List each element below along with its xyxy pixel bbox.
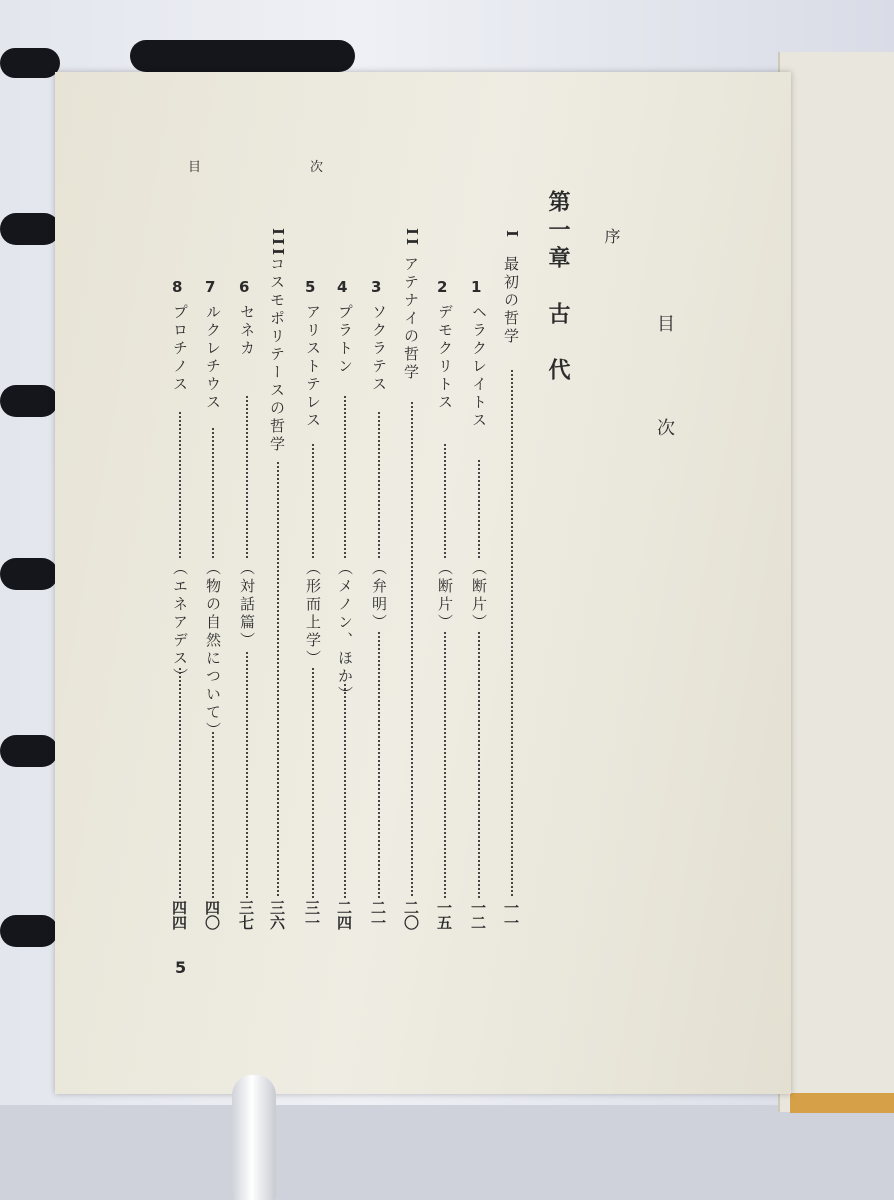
entry-work-4: （メノン、ほか） bbox=[336, 560, 354, 704]
entry-work-3: （弁明） bbox=[370, 560, 388, 632]
section-page-3: 三六 bbox=[268, 900, 286, 930]
entry-name-8: プロチノス bbox=[171, 304, 189, 394]
entry-work-2: （断片） bbox=[436, 560, 454, 632]
entry-page-3: 二一 bbox=[369, 900, 387, 930]
entry-name-5: アリストテレス bbox=[304, 304, 322, 430]
leader-dots bbox=[344, 684, 346, 898]
entry-work-5: （形而上学） bbox=[304, 560, 322, 668]
entry-page-5: 三一 bbox=[303, 900, 321, 930]
section-title-1: 最初の哲学 bbox=[502, 256, 520, 346]
entry-name-1: ヘラクレイトス bbox=[470, 304, 488, 430]
rack-slot bbox=[0, 558, 58, 590]
entry-number-7: 7 bbox=[205, 278, 216, 296]
entry-number-2: 2 bbox=[437, 278, 448, 296]
book-stand-peg bbox=[232, 1075, 276, 1200]
section-title-3: コスモポリテースの哲学 bbox=[268, 256, 286, 454]
entry-name-4: プラトン bbox=[336, 304, 354, 376]
rack-slot bbox=[0, 213, 60, 245]
entry-work-1: （断片） bbox=[470, 560, 488, 632]
entry-number-5: 5 bbox=[305, 278, 316, 296]
section-numeral-2: II bbox=[403, 228, 421, 249]
leader-dots bbox=[246, 652, 248, 898]
entry-number-1: 1 bbox=[471, 278, 482, 296]
rack-slot bbox=[0, 385, 58, 417]
section-page-1: 一一 bbox=[502, 900, 520, 930]
entry-name-6: セネカ bbox=[238, 304, 256, 358]
leader-dots bbox=[246, 396, 248, 558]
rack-slot bbox=[130, 40, 355, 72]
entry-name-7: ルクレチウス bbox=[204, 304, 222, 412]
page-title: 目 次 bbox=[654, 314, 675, 470]
entry-work-6: （対話篇） bbox=[238, 560, 256, 650]
section-numeral-1: I bbox=[503, 230, 521, 241]
chapter-heading: 第一章 古 代 bbox=[545, 190, 571, 386]
entry-page-6: 三七 bbox=[237, 900, 255, 930]
entry-work-7: （物の自然について） bbox=[204, 560, 222, 740]
rack-base bbox=[0, 1105, 894, 1200]
rack-slot bbox=[0, 915, 58, 947]
leader-dots bbox=[511, 370, 513, 896]
entry-number-3: 3 bbox=[371, 278, 382, 296]
entry-page-4: 二四 bbox=[335, 900, 353, 930]
leader-dots bbox=[344, 396, 346, 558]
leader-dots bbox=[478, 460, 480, 558]
facing-page bbox=[778, 52, 894, 1112]
leader-dots bbox=[312, 444, 314, 558]
section-title-2: アテナイの哲学 bbox=[402, 256, 420, 382]
leader-dots bbox=[212, 732, 214, 898]
leader-dots bbox=[444, 632, 446, 898]
leader-dots bbox=[312, 668, 314, 898]
entry-name-2: デモクリトス bbox=[436, 304, 454, 412]
leader-dots bbox=[277, 462, 279, 896]
leader-dots bbox=[179, 668, 181, 898]
leader-dots bbox=[378, 412, 380, 558]
entry-page-1: 一二 bbox=[469, 900, 487, 930]
entry-page-7: 四〇 bbox=[203, 900, 221, 930]
leader-dots bbox=[179, 412, 181, 558]
leader-dots bbox=[411, 402, 413, 896]
preface-label: 序 bbox=[602, 228, 621, 247]
entry-page-2: 一五 bbox=[435, 900, 453, 930]
entry-page-8: 四四 bbox=[170, 900, 188, 930]
leader-dots bbox=[444, 444, 446, 558]
leader-dots bbox=[478, 632, 480, 898]
leader-dots bbox=[378, 632, 380, 898]
book-cover-edge bbox=[790, 1093, 894, 1113]
running-head: 目 次 bbox=[188, 160, 372, 175]
leader-dots bbox=[212, 428, 214, 558]
section-page-2: 二〇 bbox=[402, 900, 420, 930]
rack-slot bbox=[0, 48, 60, 78]
section-numeral-3: III bbox=[269, 228, 287, 259]
entry-work-8: （エネアデス） bbox=[171, 560, 189, 686]
rack-slot bbox=[0, 735, 58, 767]
contents-page bbox=[55, 72, 791, 1094]
entry-number-4: 4 bbox=[337, 278, 348, 296]
entry-number-8: 8 bbox=[172, 278, 183, 296]
entry-number-6: 6 bbox=[239, 278, 250, 296]
entry-name-3: ソクラテス bbox=[370, 304, 388, 394]
page-number: 5 bbox=[175, 958, 187, 977]
